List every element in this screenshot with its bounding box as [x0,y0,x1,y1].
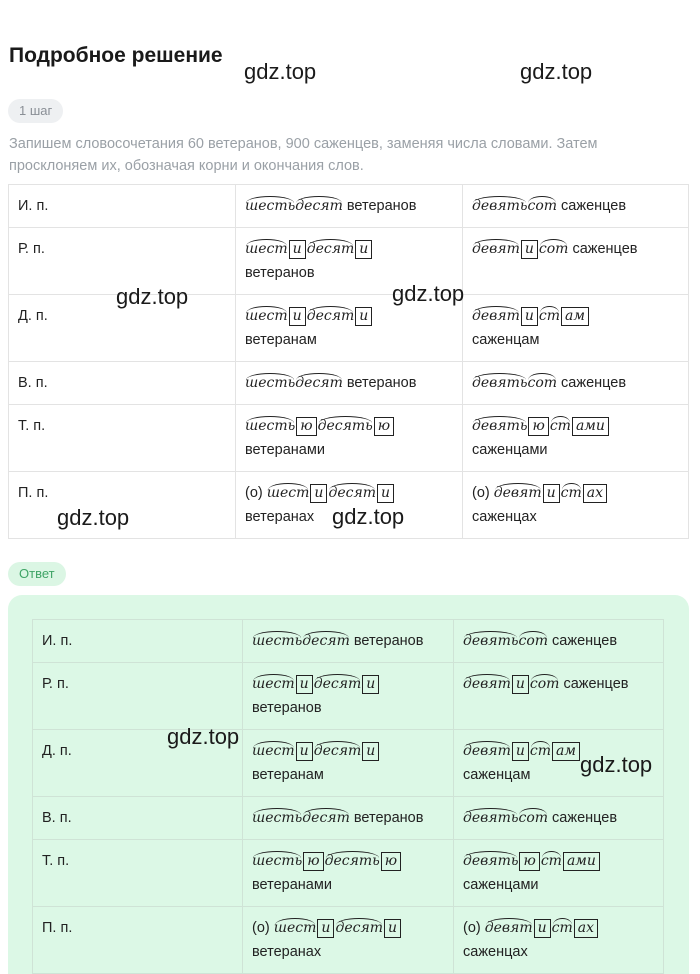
word-ending: ам [561,307,589,326]
word-root: шест [245,241,288,257]
cell-seedlings [463,295,689,362]
word-root: десят [328,485,376,501]
word-root: шесть [245,198,296,214]
word-root: шест [252,676,295,692]
cell-text: саженцами [463,877,539,893]
cell-veterans [243,907,454,974]
word-ending: и [384,919,401,938]
cell-text: саженцах [463,944,528,960]
cell-text: ветеранами [252,877,332,893]
watermark: gdz.top [57,505,130,530]
word-root: шесть [252,853,303,869]
case-label: Р. п. [33,663,243,730]
word-ending: и [289,240,306,259]
case-label: В. п. [9,362,236,405]
cell-seedlings [463,228,689,295]
cell-text: ветеранов [252,700,322,716]
word-root: девять [472,375,528,391]
cell-text: саженцами [472,442,548,458]
cell-veterans [243,663,454,730]
case-label: Д. п. [9,295,236,362]
cell-text: ветеранов [342,198,417,214]
table-row [33,620,664,663]
word-root: девят [463,676,511,692]
table-row [33,663,664,730]
cell-text: саженцев [559,676,629,692]
watermark: gdz.top [244,59,317,84]
word-root: десят [306,308,355,324]
word-root: шест [266,485,310,501]
cell-text: (о) [463,920,485,936]
table-row [9,405,689,472]
word-ending: и [534,919,551,938]
declension-table [8,184,689,539]
word-root: десят [302,810,350,826]
word-root: девять [463,810,519,826]
table-row [9,185,689,228]
case-label: Т. п. [33,840,243,907]
word-ending: и [362,742,379,761]
word-root: девять [472,418,528,434]
watermark: gdz.top [520,59,593,84]
word-root: ст [538,308,561,324]
word-ending: ю [296,417,316,436]
word-ending: ю [381,852,401,871]
word-ending: и [377,484,394,503]
case-label: П. п. [33,907,243,974]
watermark: gdz.top [392,281,465,306]
case-label: И. п. [9,185,236,228]
word-ending: и [512,742,529,761]
cell-seedlings [454,797,664,840]
word-ending: ами [572,417,609,436]
word-root: десят [335,920,383,936]
word-root: сот [538,241,569,257]
word-ending: и [296,742,313,761]
word-root: шесть [245,418,296,434]
word-ending: ах [583,484,607,503]
word-root: ст [540,853,562,869]
word-ending: ю [528,417,548,436]
word-root: шест [273,920,317,936]
word-root: шест [252,743,295,759]
cell-text: саженцев [568,241,638,257]
cell-seedlings [463,472,689,539]
watermark: gdz.top [580,752,653,777]
word-root: десят [302,633,350,649]
cell-text: ветеранов [349,810,424,826]
word-ending: и [355,307,372,326]
cell-text: ветеранов [342,375,417,391]
watermark: gdz.top [332,504,405,529]
cell-veterans [236,185,463,228]
cell-text: саженцам [472,332,540,348]
word-root: девять [472,198,528,214]
watermark: gdz.top [116,284,189,309]
cell-seedlings [463,362,689,405]
cell-text: саженцам [463,767,531,783]
word-ending: ю [519,852,539,871]
word-root: десят [313,676,362,692]
cell-text: саженцев [557,198,627,214]
word-root: ст [529,743,552,759]
cell-seedlings [463,405,689,472]
cell-veterans [236,405,463,472]
answer-declension-table [32,619,664,974]
word-ending: ю [374,417,394,436]
word-root: сот [527,375,558,391]
word-ending: и [296,675,313,694]
word-root: десять [317,418,373,434]
case-label: П. п. [9,472,236,539]
word-root: девят [493,485,542,501]
cell-seedlings [454,663,664,730]
case-label: Д. п. [33,730,243,797]
word-ending: ю [303,852,323,871]
word-ending: и [362,675,379,694]
table-row [33,840,664,907]
word-root: десять [324,853,380,869]
word-root: девят [484,920,533,936]
word-ending: и [355,240,372,259]
word-ending: и [310,484,327,503]
word-ending: и [317,919,334,938]
word-root: ст [560,485,582,501]
word-ending: и [512,675,529,694]
word-root: девят [472,241,520,257]
table-row [9,228,689,295]
cell-text: ветеранам [245,332,317,348]
word-root: ст [549,418,571,434]
word-ending: и [521,240,538,259]
cell-seedlings [454,907,664,974]
word-root: шест [245,308,288,324]
word-root: сот [518,633,549,649]
cell-veterans [243,730,454,797]
word-root: десят [295,198,343,214]
cell-veterans [243,620,454,663]
word-root: девять [463,633,519,649]
step-badge: 1 шаг [8,99,63,123]
word-root: сот [529,676,560,692]
cell-text: (о) [472,485,494,501]
cell-text: (о) [252,920,274,936]
case-label: В. п. [33,797,243,840]
answer-badge: Ответ [8,562,66,586]
word-root: ст [551,920,573,936]
word-ending: ах [574,919,598,938]
word-root: десят [306,241,355,257]
cell-text: ветеранов [245,265,315,281]
table-row [33,907,664,974]
table-row [9,362,689,405]
word-root: сот [518,810,549,826]
cell-text: (о) [245,485,267,501]
cell-text: саженцев [557,375,627,391]
cell-text: саженцах [472,509,537,525]
cell-seedlings [454,620,664,663]
word-ending: ами [563,852,600,871]
word-root: шесть [252,633,303,649]
word-ending: и [521,307,538,326]
word-ending: и [543,484,560,503]
word-root: девят [472,308,520,324]
case-label: И. п. [33,620,243,663]
cell-text: ветеранам [252,767,324,783]
cell-veterans [243,840,454,907]
table-row [33,730,664,797]
word-root: десят [295,375,343,391]
cell-veterans [243,797,454,840]
cell-text: ветеранах [245,509,315,525]
word-ending: ам [552,742,580,761]
cell-text: саженцев [548,633,618,649]
table-row [9,295,689,362]
word-root: девять [463,853,519,869]
table-row [33,797,664,840]
cell-text: саженцев [548,810,618,826]
word-root: шесть [252,810,303,826]
cell-text: ветеранах [252,944,322,960]
word-root: шесть [245,375,296,391]
page-title: Подробное решение [9,44,223,67]
watermark: gdz.top [167,724,240,749]
step-intro-text: Запишем словосочетания 60 ветеранов, 900 саженцев, заменяя числа словами. Затем просклоняем их, обозначая корни и окончания слов. [9,136,598,174]
word-root: сот [527,198,558,214]
cell-seedlings [463,185,689,228]
case-label: Р. п. [9,228,236,295]
cell-text: ветеранами [245,442,325,458]
cell-text: ветеранов [349,633,424,649]
word-root: девят [463,743,511,759]
cell-seedlings [454,840,664,907]
case-label: Т. п. [9,405,236,472]
word-ending: и [289,307,306,326]
word-root: десят [313,743,362,759]
cell-veterans [236,362,463,405]
